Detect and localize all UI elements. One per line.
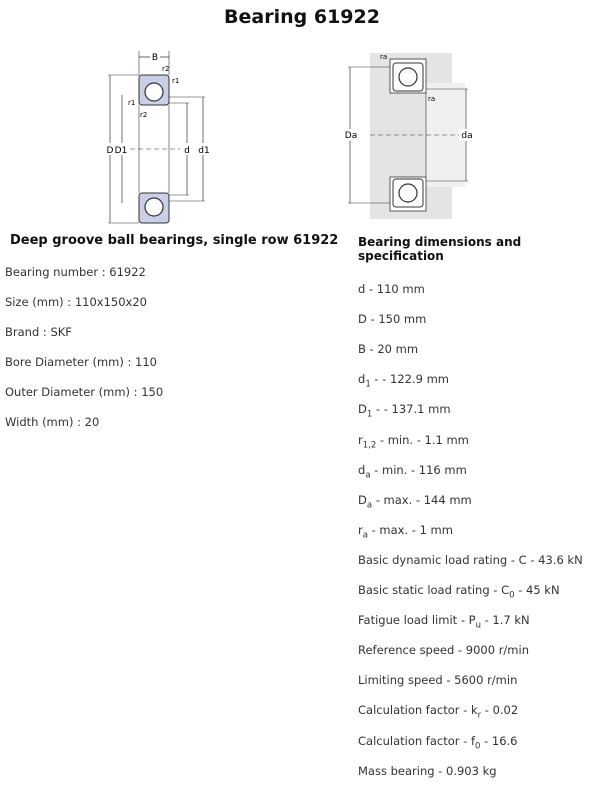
label-ra-inner: ra — [428, 95, 436, 103]
right-spec-text: Calculation factor - f — [358, 733, 476, 748]
right-spec-item — [358, 433, 469, 450]
right-spec-item — [358, 643, 529, 657]
right-spec-text-suffix: - - 122.9 mm — [370, 372, 449, 387]
right-spec-text: d - 110 mm — [358, 282, 425, 296]
right-spec-item — [358, 764, 497, 778]
left-spec-item: Bore Diameter (mm) : 110 — [5, 355, 157, 369]
right-spec-text-suffix: - max. - 1 mm — [367, 522, 453, 537]
right-spec-text-suffix: - 16.6 — [480, 733, 518, 748]
right-spec-text: Calculation factor - k — [358, 703, 478, 718]
right-spec-text: Basic dynamic load rating - C - 43.6 kN — [358, 552, 583, 567]
label-Da: Da — [344, 131, 358, 141]
label-r2-top: r2 — [162, 65, 170, 73]
label-da: da — [461, 131, 473, 141]
left-section-heading: Deep groove ball bearings, single row 61922 — [10, 233, 339, 248]
right-spec-subscript: 0 — [509, 590, 515, 601]
label-B: B — [151, 53, 159, 63]
label-D: D — [106, 146, 114, 156]
label-d: d — [184, 146, 190, 156]
right-spec-text: Mass bearing - 0.903 kg — [358, 763, 497, 778]
right-spec-text-suffix: - min. - 1.1 mm — [376, 432, 469, 447]
right-section-heading: Bearing dimensions and specification — [358, 235, 522, 263]
right-spec-text: D — [358, 492, 367, 507]
page-title: Bearing 61922 — [224, 6, 380, 28]
right-spec-item — [358, 553, 583, 567]
right-spec-item — [358, 463, 467, 480]
right-spec-text: r — [358, 432, 363, 447]
right-spec-subscript: 1 — [366, 409, 373, 420]
right-spec-subscript: a — [365, 469, 371, 480]
right-spec-text: r — [358, 522, 363, 537]
right-spec-text-suffix: - min. - 116 mm — [370, 462, 467, 477]
right-spec-item — [358, 673, 517, 687]
right-spec-text: D - 150 mm — [358, 312, 427, 327]
label-d1: d1 — [198, 146, 210, 156]
left-spec-item: Brand : SKF — [5, 325, 72, 339]
right-spec-item — [358, 703, 518, 720]
label-r1-left: r1 — [128, 99, 136, 107]
left-spec-item: Width (mm) : 20 — [5, 415, 100, 429]
right-spec-text-suffix: - - 137.1 mm — [372, 402, 451, 417]
right-spec-text: Basic static load rating - C — [358, 583, 510, 597]
right-spec-item — [358, 342, 418, 356]
right-spec-text: Reference speed - 9000 r/min — [358, 643, 529, 658]
right-spec-subscript: 1 — [365, 379, 371, 390]
right-spec-item — [358, 402, 451, 419]
right-spec-subscript: a — [362, 530, 368, 541]
right-spec-item — [358, 493, 472, 510]
right-spec-subscript: 0 — [475, 740, 481, 751]
right-spec-text-suffix: - 0.02 — [481, 703, 519, 718]
right-spec-item — [358, 312, 426, 326]
right-spec-subscript: 1,2 — [362, 439, 377, 450]
label-r2-left: r2 — [140, 111, 148, 119]
right-spec-text-suffix: - 45 kN — [514, 583, 560, 597]
label-ra-top: ra — [380, 53, 388, 61]
right-spec-item — [358, 282, 425, 296]
right-spec-text: D — [358, 402, 367, 417]
right-spec-text: Fatigue load limit - P — [358, 613, 476, 628]
right-spec-text: B - 20 mm — [358, 342, 419, 357]
right-spec-item — [358, 613, 530, 630]
label-r1-top: r1 — [172, 77, 180, 85]
right-spec-text: d — [358, 372, 366, 387]
right-spec-text-suffix: - 1.7 kN — [480, 613, 530, 628]
right-spec-subscript: r — [477, 710, 482, 721]
bearing-cross-section-drawing — [95, 45, 215, 227]
right-spec-item — [358, 372, 449, 389]
right-spec-item — [358, 734, 518, 751]
left-spec-item: Bearing number : 61922 — [5, 265, 146, 279]
label-D1: D1 — [114, 146, 128, 156]
right-spec-subscript: u — [475, 620, 481, 631]
right-spec-item — [358, 583, 560, 600]
right-spec-text: Limiting speed - 5600 r/min — [358, 673, 518, 688]
left-spec-item: Outer Diameter (mm) : 150 — [5, 385, 164, 399]
right-spec-subscript: a — [366, 499, 373, 510]
right-spec-text-suffix: - max. - 144 mm — [372, 492, 472, 507]
left-spec-item: Size (mm) : 110x150x20 — [5, 295, 147, 309]
right-spec-text: d — [358, 462, 366, 477]
mounting-dimensions-drawing — [340, 45, 480, 227]
right-spec-item — [358, 523, 453, 540]
